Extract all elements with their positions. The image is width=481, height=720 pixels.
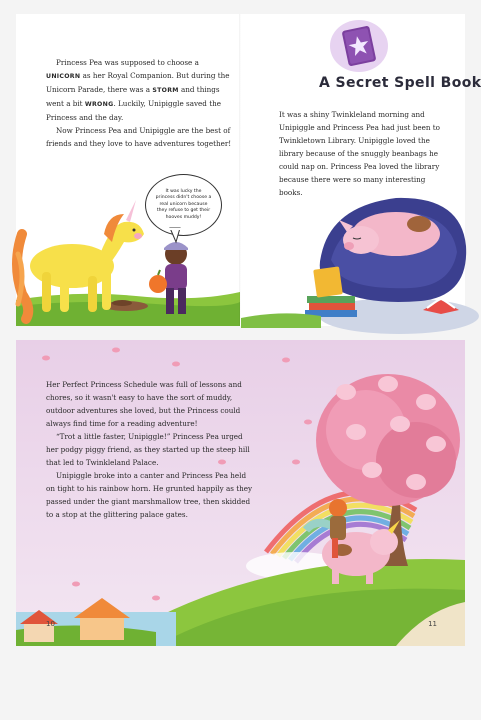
page-number-left: 10 (46, 620, 55, 628)
chapter-title: A Secret Spell Book (319, 75, 481, 91)
unicorn-illustration (12, 194, 152, 324)
top-spread (16, 14, 481, 326)
bottom-spread (16, 340, 465, 646)
princess-illustration (146, 236, 206, 326)
paragraph-2: Now Princess Pea and Unipiggle are the best of friends and they love to have adventures together! (46, 126, 232, 148)
floor-grass (241, 308, 465, 328)
speech-bubble: It was lucky the princess didn't choose a real unicorn because they refuse to get their hooves muddy! (145, 174, 222, 236)
spell-book-icon (329, 18, 389, 74)
paragraph-2: “Trot a little faster, Unipiggle!” Princess Pea urged her podgy piggy friend, as they started up the steep hill that led to Twinkleland Palace. (46, 432, 250, 467)
paragraph-1: It was a shiny Twinkleland morning and Unipiggle and Princess Pea had just been to Twinkletown Library. Unipiggle loved the library because of the snuggly beanbags he could nap on. Princess Pea loved the library because there were so many interesting books. (279, 110, 440, 197)
page-number-right: 11 (428, 620, 437, 628)
paragraph-1: Princess Pea was supposed to choose a UNICORN as her Royal Companion. But during the Unicorn Parade, there was a STORM and things went a bit WRONG. Luckily, Unipiggle saved the Princess and the day. (46, 58, 230, 122)
story-text (46, 378, 256, 521)
marshmallow-tree-illustration (316, 374, 460, 506)
page-right-top (241, 14, 481, 326)
speech-bubble-tail (166, 228, 186, 248)
paragraph-3: Unipiggle broke into a canter and Princess Pea held on tight to his rainbow horn. He grunted happily as they passed under the giant marshmallow tree, then skidded to a stop at the glittering palace gates. (46, 471, 253, 519)
paragraph-1: Her Perfect Princess Schedule was full of lessons and chores, so it wasn't easy to have the sort of muddy, outdoor adventures she loved, but the Princess could always find time for a reading adventure! (46, 380, 242, 428)
page-left-top (16, 14, 240, 326)
